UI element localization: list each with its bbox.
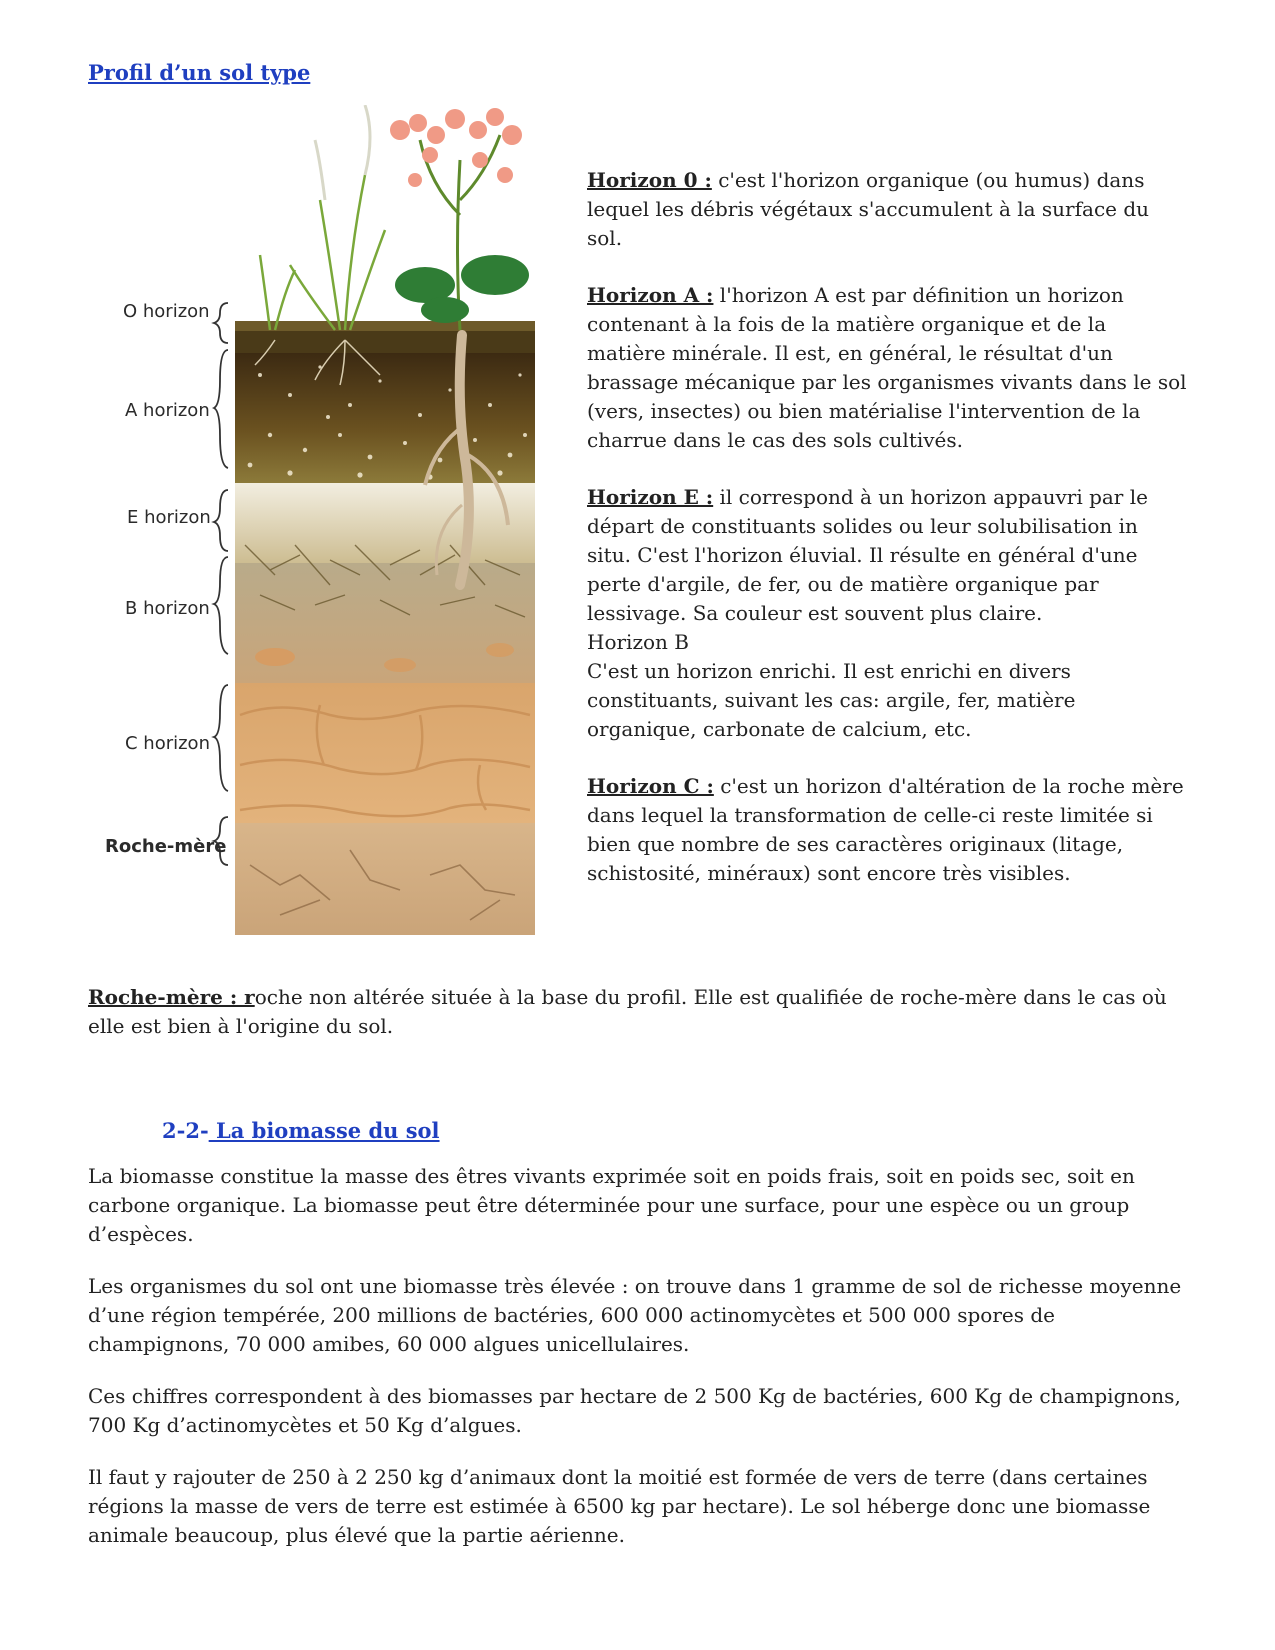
horizon-c-label: Horizon C : [587, 774, 714, 798]
brace-b [214, 557, 228, 654]
brace-a [214, 350, 228, 468]
brace-c [214, 685, 228, 791]
biomass-paragraph-4 [88, 1463, 1198, 1550]
brace-o [214, 303, 228, 343]
bedrock-layer [235, 823, 535, 935]
horizon-descriptions [587, 166, 1187, 916]
grass-plant-icon [260, 175, 385, 330]
horizon-c-paragraph [587, 772, 1187, 888]
horizon-0-paragraph [587, 166, 1187, 253]
label-e-horizon: E horizon [127, 507, 211, 528]
roche-mere-text: oche non altérée située à la base du profil. Elle est qualifiée de roche-mère dans le cas où elle est bien à l'origine du sol. [88, 985, 1167, 1038]
a-horizon-layer [235, 353, 535, 483]
flower-cluster-icon [390, 108, 522, 187]
biomass-paragraph-2-text: Les organismes du sol ont une biomasse très élevée : on trouve dans 1 gramme de sol de richesse moyenne d’une région tempérée, 200 millions de bactéries, 600 000 actinomycètes et 500 000 spores de champignons, 70 000 amibes, 60 000 algues unicellulaires. [88, 1274, 1182, 1356]
soil-profile-figure [100, 105, 560, 935]
horizon-0-text: c'est l'horizon organique (ou humus) dans lequel les débris végétaux s'accumulent à la surface du sol. [587, 168, 1150, 250]
section-heading [162, 1118, 440, 1143]
biomass-paragraph-1-text: La biomasse constitue la masse des êtres vivants exprimée soit en poids frais, soit en poids sec, soit en carbone organique. La biomasse peut être déterminée pour une surface, pour une espèce ou un group d’espèces. [88, 1164, 1135, 1246]
label-a-horizon: A horizon [125, 400, 210, 421]
label-o-horizon: O horizon [123, 301, 210, 322]
section-number: 2-2- [162, 1118, 209, 1143]
biomass-paragraph-2 [88, 1272, 1198, 1359]
horizon-b-heading: Horizon B [587, 630, 689, 654]
horizon-e-paragraph [587, 483, 1187, 628]
horizon-a-label: Horizon A : [587, 283, 714, 307]
c-horizon-layer [235, 683, 535, 823]
horizon-0-label: Horizon 0 : [587, 168, 712, 192]
biomass-paragraph-3 [88, 1382, 1198, 1440]
horizon-c-text: c'est un horizon d'altération de la roche mère dans lequel la transformation de celle-ci reste limitée si bien que nombre de ses caractères originaux (litage, schistosité, minéraux) sont encore très visibles. [587, 774, 1184, 885]
biomass-paragraph-4-text: Il faut y rajouter de 250 à 2 250 kg d’animaux dont la moitié est formée de vers de terre (dans certaines régions la masse de vers de terre est estimée à 6500 kg par hectare). Le sol héberge donc une biomasse animale beaucoup, plus élevé que la partie aérienne. [88, 1465, 1151, 1547]
horizon-e-text: il correspond à un horizon appauvri par le départ de constituants solides ou leur solubilisation in situ. C'est l'horizon éluvial. Il résulte en général d'une perte d'argile, de fer, ou de matière organique par lessivage. Sa couleur est souvent plus claire. [587, 485, 1148, 625]
roche-mere-paragraph [88, 983, 1198, 1041]
document-title-link[interactable]: Profil d’un sol type [88, 60, 311, 85]
section-title: La biomasse du sol [208, 1118, 440, 1143]
biomass-paragraph-1 [88, 1162, 1198, 1249]
horizon-a-text: l'horizon A est par définition un horizon contenant à la fois de la matière organique et de la matière minérale. Il est, en général, le résultat d'un brassage mécanique par les organismes vivants dans le sol (vers, insectes) ou bien matérialise l'intervention de la charrue dans le cas des sols cultivés. [587, 283, 1187, 452]
horizon-a-paragraph [587, 281, 1187, 455]
roche-mere-label: Roche-mère : r [88, 985, 255, 1009]
label-roche-mere: Roche-mère [105, 836, 227, 857]
horizon-b-text: C'est un horizon enrichi. Il est enrichi en divers constituants, suivant les cas: argile, fer, matière organique, carbonate de calcium, etc. [587, 659, 1076, 741]
label-c-horizon: C horizon [125, 733, 210, 754]
biomass-paragraph-3-text: Ces chiffres correspondent à des biomasses par hectare de 2 500 Kg de bactéries, 600 Kg de champignons, 700 Kg d’actinomycètes et 50 Kg d’algues. [88, 1384, 1181, 1437]
e-horizon-layer [235, 483, 535, 563]
brace-e [214, 490, 228, 551]
label-b-horizon: B horizon [125, 598, 210, 619]
horizon-e-label: Horizon E : [587, 485, 714, 509]
